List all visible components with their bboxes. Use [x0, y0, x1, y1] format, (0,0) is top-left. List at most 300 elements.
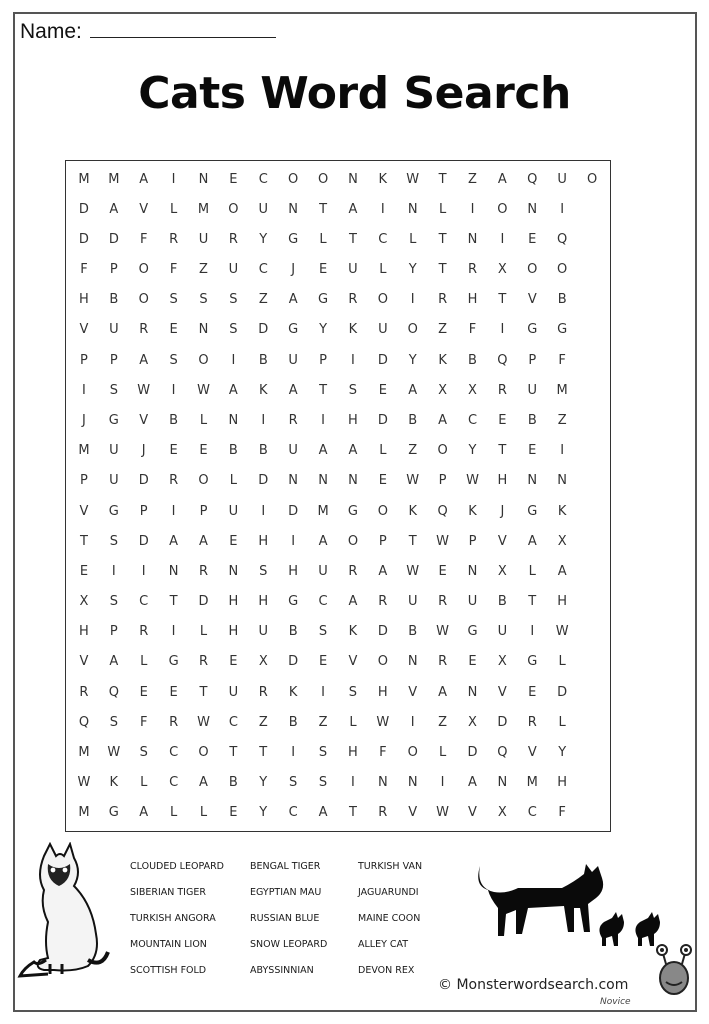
grid-letter[interactable]: E: [468, 654, 477, 670]
grid-letter[interactable]: E: [169, 322, 178, 338]
grid-letter[interactable]: V: [79, 503, 89, 519]
grid-letter[interactable]: I: [351, 352, 355, 368]
grid-letter[interactable]: [577, 315, 607, 345]
grid-letter[interactable]: A: [139, 171, 149, 187]
grid-letter[interactable]: A: [109, 201, 119, 217]
grid-letter[interactable]: R: [228, 231, 238, 247]
grid-letter[interactable]: S: [318, 624, 328, 640]
grid-letter[interactable]: K: [348, 624, 358, 640]
grid-letter[interactable]: C: [169, 775, 179, 791]
grid-letter[interactable]: T: [229, 745, 238, 761]
grid-letter[interactable]: K: [408, 503, 417, 519]
grid-letter[interactable]: F: [139, 714, 148, 730]
grid-letter[interactable]: C: [288, 805, 298, 821]
grid-letter[interactable]: M: [556, 382, 568, 398]
grid-letter[interactable]: R: [378, 594, 388, 610]
grid-letter[interactable]: T: [438, 262, 447, 278]
grid-letter[interactable]: A: [348, 201, 358, 217]
grid-letter[interactable]: [577, 617, 607, 647]
grid-letter[interactable]: R: [198, 563, 209, 579]
grid-letter[interactable]: Y: [259, 805, 268, 821]
grid-letter[interactable]: W: [466, 473, 479, 489]
grid-letter[interactable]: Q: [78, 714, 90, 730]
grid-letter[interactable]: S: [348, 684, 358, 700]
grid-letter[interactable]: R: [348, 292, 358, 308]
grid-letter[interactable]: G: [527, 654, 538, 670]
grid-letter[interactable]: U: [407, 594, 418, 610]
grid-letter[interactable]: O: [198, 745, 209, 761]
grid-letter[interactable]: I: [261, 413, 266, 429]
grid-letter[interactable]: [577, 587, 607, 617]
grid-letter[interactable]: C: [258, 262, 268, 278]
grid-letter[interactable]: O: [407, 322, 418, 338]
grid-letter[interactable]: D: [78, 231, 89, 247]
grid-letter[interactable]: R: [438, 654, 448, 670]
grid-letter[interactable]: C: [258, 171, 268, 187]
grid-letter[interactable]: O: [377, 503, 388, 519]
grid-letter[interactable]: O: [228, 201, 239, 217]
grid-letter[interactable]: T: [319, 382, 328, 398]
grid-letter[interactable]: I: [410, 292, 415, 308]
grid-letter[interactable]: R: [79, 684, 89, 700]
grid-letter[interactable]: N: [407, 775, 418, 791]
grid-letter[interactable]: I: [560, 201, 565, 217]
grid-letter[interactable]: C: [228, 714, 238, 730]
grid-letter[interactable]: E: [528, 684, 537, 700]
grid-letter[interactable]: H: [497, 473, 508, 489]
grid-letter[interactable]: U: [497, 624, 508, 640]
grid-letter[interactable]: R: [348, 563, 358, 579]
grid-letter[interactable]: J: [291, 262, 296, 278]
grid-letter[interactable]: B: [527, 413, 537, 429]
grid-letter[interactable]: R: [467, 262, 478, 278]
grid-letter[interactable]: U: [109, 322, 119, 338]
grid-letter[interactable]: Q: [527, 171, 538, 187]
grid-letter[interactable]: U: [467, 594, 478, 610]
grid-letter[interactable]: T: [348, 231, 357, 247]
grid-letter[interactable]: L: [438, 201, 447, 217]
grid-letter[interactable]: E: [229, 654, 238, 670]
grid-letter[interactable]: H: [258, 594, 269, 610]
grid-letter[interactable]: R: [198, 654, 209, 670]
grid-letter[interactable]: O: [407, 745, 418, 761]
grid-letter[interactable]: X: [497, 563, 507, 579]
grid-letter[interactable]: I: [291, 745, 296, 761]
grid-letter[interactable]: [577, 255, 607, 285]
grid-letter[interactable]: X: [468, 382, 477, 398]
grid-letter[interactable]: A: [497, 171, 507, 187]
grid-letter[interactable]: [577, 677, 607, 707]
grid-letter[interactable]: C: [378, 231, 388, 247]
grid-letter[interactable]: P: [438, 473, 447, 489]
grid-letter[interactable]: E: [438, 563, 447, 579]
grid-letter[interactable]: T: [498, 292, 507, 308]
grid-letter[interactable]: [577, 647, 607, 677]
grid-letter[interactable]: C: [139, 594, 149, 610]
grid-letter[interactable]: T: [199, 684, 208, 700]
grid-letter[interactable]: W: [107, 745, 121, 761]
grid-letter[interactable]: [577, 224, 607, 254]
grid-letter[interactable]: U: [228, 684, 239, 700]
grid-letter[interactable]: K: [438, 352, 447, 368]
grid-letter[interactable]: I: [470, 201, 475, 217]
grid-letter[interactable]: D: [138, 473, 149, 489]
grid-letter[interactable]: W: [77, 775, 91, 791]
grid-letter[interactable]: P: [109, 624, 118, 640]
grid-letter[interactable]: R: [169, 473, 179, 489]
grid-letter[interactable]: V: [527, 292, 537, 308]
grid-letter[interactable]: E: [318, 654, 328, 670]
grid-letter[interactable]: [577, 798, 607, 828]
grid-letter[interactable]: Z: [258, 292, 268, 308]
grid-letter[interactable]: P: [199, 503, 208, 519]
grid-letter[interactable]: I: [410, 714, 415, 730]
grid-letter[interactable]: A: [348, 594, 358, 610]
grid-letter[interactable]: L: [379, 262, 387, 278]
grid-letter[interactable]: P: [468, 533, 477, 549]
grid-letter[interactable]: F: [558, 352, 566, 368]
grid-letter[interactable]: M: [78, 171, 90, 187]
grid-letter[interactable]: [577, 556, 607, 586]
grid-letter[interactable]: I: [440, 775, 445, 791]
grid-letter[interactable]: R: [438, 292, 448, 308]
grid-letter[interactable]: T: [438, 171, 447, 187]
grid-letter[interactable]: V: [408, 805, 418, 821]
grid-letter[interactable]: N: [228, 413, 239, 429]
grid-letter[interactable]: O: [557, 262, 568, 278]
grid-letter[interactable]: [577, 768, 607, 798]
grid-letter[interactable]: D: [258, 322, 269, 338]
grid-letter[interactable]: S: [109, 533, 118, 549]
grid-letter[interactable]: E: [498, 413, 507, 429]
grid-letter[interactable]: H: [79, 624, 89, 640]
grid-letter[interactable]: E: [199, 443, 208, 459]
grid-letter[interactable]: I: [82, 382, 86, 398]
grid-letter[interactable]: T: [79, 533, 88, 549]
grid-letter[interactable]: J: [82, 413, 86, 429]
grid-letter[interactable]: T: [498, 443, 507, 459]
grid-letter[interactable]: I: [261, 503, 266, 519]
grid-letter[interactable]: P: [109, 262, 118, 278]
grid-letter[interactable]: E: [528, 231, 537, 247]
grid-letter[interactable]: I: [500, 231, 505, 247]
grid-letter[interactable]: I: [111, 563, 116, 579]
grid-letter[interactable]: Y: [319, 322, 328, 338]
grid-letter[interactable]: O: [586, 171, 598, 187]
grid-letter[interactable]: R: [438, 594, 448, 610]
grid-letter[interactable]: D: [288, 503, 299, 519]
grid-letter[interactable]: L: [558, 654, 566, 670]
grid-letter[interactable]: B: [109, 292, 119, 308]
grid-letter[interactable]: W: [376, 714, 390, 730]
grid-letter[interactable]: X: [497, 805, 507, 821]
grid-letter[interactable]: A: [139, 805, 149, 821]
grid-letter[interactable]: E: [229, 805, 238, 821]
grid-letter[interactable]: G: [557, 322, 568, 338]
grid-letter[interactable]: G: [318, 292, 329, 308]
grid-letter[interactable]: M: [317, 503, 329, 519]
grid-letter[interactable]: X: [557, 533, 567, 549]
grid-letter[interactable]: B: [228, 443, 238, 459]
grid-letter[interactable]: G: [108, 805, 119, 821]
grid-letter[interactable]: A: [318, 805, 328, 821]
grid-letter[interactable]: R: [139, 624, 149, 640]
grid-letter[interactable]: L: [199, 413, 208, 429]
grid-letter[interactable]: L: [379, 443, 387, 459]
grid-letter[interactable]: D: [138, 533, 149, 549]
grid-letter[interactable]: [577, 405, 607, 435]
grid-letter[interactable]: O: [527, 262, 538, 278]
grid-letter[interactable]: P: [109, 352, 118, 368]
grid-letter[interactable]: I: [500, 322, 505, 338]
grid-letter[interactable]: G: [467, 624, 478, 640]
grid-letter[interactable]: I: [171, 171, 176, 187]
grid-letter[interactable]: S: [289, 775, 298, 791]
grid-letter[interactable]: [577, 737, 607, 767]
grid-letter[interactable]: L: [199, 805, 208, 821]
grid-letter[interactable]: L: [229, 473, 237, 489]
grid-letter[interactable]: Z: [258, 714, 268, 730]
grid-letter[interactable]: I: [380, 201, 385, 217]
grid-letter[interactable]: M: [526, 775, 538, 791]
grid-letter[interactable]: N: [168, 563, 179, 579]
grid-letter[interactable]: N: [557, 473, 568, 489]
grid-letter[interactable]: Z: [557, 413, 567, 429]
grid-letter[interactable]: K: [468, 503, 477, 519]
grid-letter[interactable]: O: [138, 262, 149, 278]
grid-letter[interactable]: Y: [408, 352, 417, 368]
grid-letter[interactable]: H: [258, 533, 269, 549]
grid-letter[interactable]: H: [348, 413, 358, 429]
grid-letter[interactable]: N: [288, 201, 299, 217]
grid-letter[interactable]: W: [436, 533, 450, 549]
grid-letter[interactable]: L: [140, 775, 148, 791]
grid-letter[interactable]: X: [468, 714, 477, 730]
grid-letter[interactable]: U: [318, 563, 328, 579]
grid-letter[interactable]: I: [560, 443, 565, 459]
grid-letter[interactable]: B: [228, 775, 238, 791]
grid-letter[interactable]: U: [258, 201, 269, 217]
grid-letter[interactable]: K: [109, 775, 119, 791]
grid-letter[interactable]: F: [558, 805, 566, 821]
grid-letter[interactable]: [577, 496, 607, 526]
grid-letter[interactable]: [577, 466, 607, 496]
grid-letter[interactable]: T: [319, 201, 328, 217]
grid-letter[interactable]: T: [348, 805, 357, 821]
grid-letter[interactable]: U: [378, 322, 388, 338]
grid-letter[interactable]: A: [438, 413, 448, 429]
grid-letter[interactable]: [577, 526, 607, 556]
grid-letter[interactable]: G: [108, 413, 119, 429]
name-blank-line[interactable]: [90, 18, 276, 38]
grid-letter[interactable]: B: [408, 413, 418, 429]
grid-letter[interactable]: O: [497, 201, 508, 217]
grid-letter[interactable]: N: [527, 201, 538, 217]
grid-letter[interactable]: M: [78, 805, 90, 821]
grid-letter[interactable]: D: [108, 231, 119, 247]
grid-letter[interactable]: W: [406, 473, 420, 489]
grid-letter[interactable]: N: [348, 473, 358, 489]
grid-letter[interactable]: P: [528, 352, 537, 368]
grid-letter[interactable]: X: [438, 382, 448, 398]
grid-letter[interactable]: E: [318, 262, 328, 278]
grid-letter[interactable]: S: [169, 292, 178, 308]
grid-letter[interactable]: W: [197, 382, 210, 398]
grid-letter[interactable]: O: [288, 171, 299, 187]
grid-letter[interactable]: O: [198, 352, 209, 368]
grid-letter[interactable]: V: [497, 533, 507, 549]
grid-letter[interactable]: G: [288, 231, 299, 247]
grid-letter[interactable]: [577, 194, 607, 224]
grid-letter[interactable]: K: [348, 322, 358, 338]
grid-letter[interactable]: D: [497, 714, 508, 730]
grid-letter[interactable]: A: [438, 684, 448, 700]
grid-letter[interactable]: D: [198, 594, 209, 610]
grid-letter[interactable]: X: [79, 594, 89, 610]
grid-letter[interactable]: X: [497, 262, 507, 278]
grid-letter[interactable]: A: [408, 382, 418, 398]
grid-letter[interactable]: R: [139, 322, 149, 338]
grid-letter[interactable]: A: [318, 443, 328, 459]
grid-letter[interactable]: A: [228, 382, 238, 398]
grid-letter[interactable]: P: [378, 533, 387, 549]
grid-letter[interactable]: N: [467, 684, 478, 700]
grid-letter[interactable]: K: [557, 503, 567, 519]
grid-letter[interactable]: T: [169, 594, 178, 610]
grid-letter[interactable]: S: [109, 594, 118, 610]
grid-letter[interactable]: J: [500, 503, 505, 519]
grid-letter[interactable]: U: [198, 231, 209, 247]
grid-letter[interactable]: I: [171, 382, 176, 398]
grid-letter[interactable]: H: [288, 563, 299, 579]
grid-letter[interactable]: A: [169, 533, 179, 549]
grid-letter[interactable]: W: [137, 382, 151, 398]
grid-letter[interactable]: Z: [408, 443, 418, 459]
grid-letter[interactable]: P: [139, 503, 148, 519]
grid-letter[interactable]: Y: [408, 262, 417, 278]
grid-letter[interactable]: C: [318, 594, 328, 610]
grid-letter[interactable]: Q: [108, 684, 119, 700]
grid-letter[interactable]: L: [140, 654, 148, 670]
grid-letter[interactable]: U: [288, 443, 298, 459]
grid-letter[interactable]: V: [468, 805, 477, 821]
grid-letter[interactable]: O: [377, 654, 388, 670]
grid-letter[interactable]: J: [141, 443, 146, 459]
grid-letter[interactable]: Y: [259, 231, 268, 247]
grid-letter[interactable]: H: [467, 292, 478, 308]
grid-letter[interactable]: I: [141, 563, 146, 579]
grid-letter[interactable]: N: [497, 775, 508, 791]
grid-letter[interactable]: S: [318, 775, 328, 791]
grid-letter[interactable]: U: [527, 382, 538, 398]
grid-letter[interactable]: H: [79, 292, 89, 308]
grid-letter[interactable]: E: [229, 533, 238, 549]
grid-letter[interactable]: D: [377, 352, 388, 368]
grid-letter[interactable]: A: [109, 654, 119, 670]
grid-letter[interactable]: A: [288, 382, 298, 398]
grid-letter[interactable]: S: [229, 322, 238, 338]
grid-letter[interactable]: S: [259, 563, 268, 579]
grid-letter[interactable]: V: [139, 413, 149, 429]
grid-letter[interactable]: B: [288, 624, 298, 640]
grid-letter[interactable]: A: [139, 352, 149, 368]
grid-letter[interactable]: M: [78, 443, 90, 459]
grid-letter[interactable]: Q: [497, 352, 508, 368]
grid-letter[interactable]: I: [351, 775, 355, 791]
grid-letter[interactable]: K: [378, 171, 388, 187]
grid-letter[interactable]: W: [406, 171, 420, 187]
grid-letter[interactable]: [577, 375, 607, 405]
grid-letter[interactable]: E: [79, 563, 89, 579]
grid-letter[interactable]: R: [527, 714, 537, 730]
grid-letter[interactable]: U: [228, 262, 239, 278]
grid-letter[interactable]: U: [109, 443, 119, 459]
grid-letter[interactable]: O: [377, 292, 388, 308]
grid-letter[interactable]: U: [109, 473, 119, 489]
grid-letter[interactable]: R: [378, 805, 388, 821]
grid-letter[interactable]: R: [169, 714, 179, 730]
grid-letter[interactable]: Z: [438, 322, 448, 338]
grid-letter[interactable]: [577, 285, 607, 315]
grid-letter[interactable]: D: [377, 413, 388, 429]
grid-letter[interactable]: B: [497, 594, 507, 610]
grid-letter[interactable]: S: [199, 292, 208, 308]
grid-letter[interactable]: L: [409, 231, 417, 247]
grid-letter[interactable]: E: [169, 443, 178, 459]
grid-letter[interactable]: Y: [259, 775, 268, 791]
grid-letter[interactable]: G: [108, 503, 119, 519]
grid-letter[interactable]: M: [197, 201, 210, 217]
grid-letter[interactable]: B: [288, 714, 298, 730]
grid-letter[interactable]: A: [527, 533, 537, 549]
grid-letter[interactable]: N: [228, 563, 239, 579]
grid-letter[interactable]: G: [288, 594, 299, 610]
grid-letter[interactable]: O: [198, 473, 209, 489]
grid-letter[interactable]: D: [78, 201, 89, 217]
grid-letter[interactable]: Z: [318, 714, 328, 730]
grid-letter[interactable]: O: [317, 171, 329, 187]
grid-letter[interactable]: G: [168, 654, 179, 670]
grid-letter[interactable]: G: [347, 503, 358, 519]
grid-letter[interactable]: I: [530, 624, 535, 640]
grid-letter[interactable]: O: [437, 443, 448, 459]
grid-letter[interactable]: L: [169, 201, 178, 217]
grid-letter[interactable]: N: [198, 322, 209, 338]
grid-letter[interactable]: B: [169, 413, 179, 429]
grid-letter[interactable]: U: [288, 352, 298, 368]
grid-letter[interactable]: T: [438, 231, 447, 247]
grid-letter[interactable]: I: [171, 503, 176, 519]
grid-letter[interactable]: L: [438, 745, 447, 761]
grid-letter[interactable]: V: [348, 654, 358, 670]
grid-letter[interactable]: B: [468, 352, 477, 368]
grid-letter[interactable]: S: [229, 292, 238, 308]
grid-letter[interactable]: Z: [468, 171, 477, 187]
grid-letter[interactable]: I: [321, 684, 325, 700]
grid-letter[interactable]: I: [171, 624, 176, 640]
grid-letter[interactable]: I: [291, 533, 296, 549]
grid-letter[interactable]: M: [78, 745, 90, 761]
grid-letter[interactable]: V: [79, 654, 89, 670]
grid-letter[interactable]: Y: [468, 443, 477, 459]
grid-letter[interactable]: U: [258, 624, 269, 640]
grid-letter[interactable]: U: [348, 262, 358, 278]
grid-letter[interactable]: D: [467, 745, 478, 761]
grid-letter[interactable]: L: [558, 714, 566, 730]
grid-letter[interactable]: R: [288, 413, 298, 429]
grid-letter[interactable]: G: [527, 322, 538, 338]
grid-letter[interactable]: A: [468, 775, 477, 791]
